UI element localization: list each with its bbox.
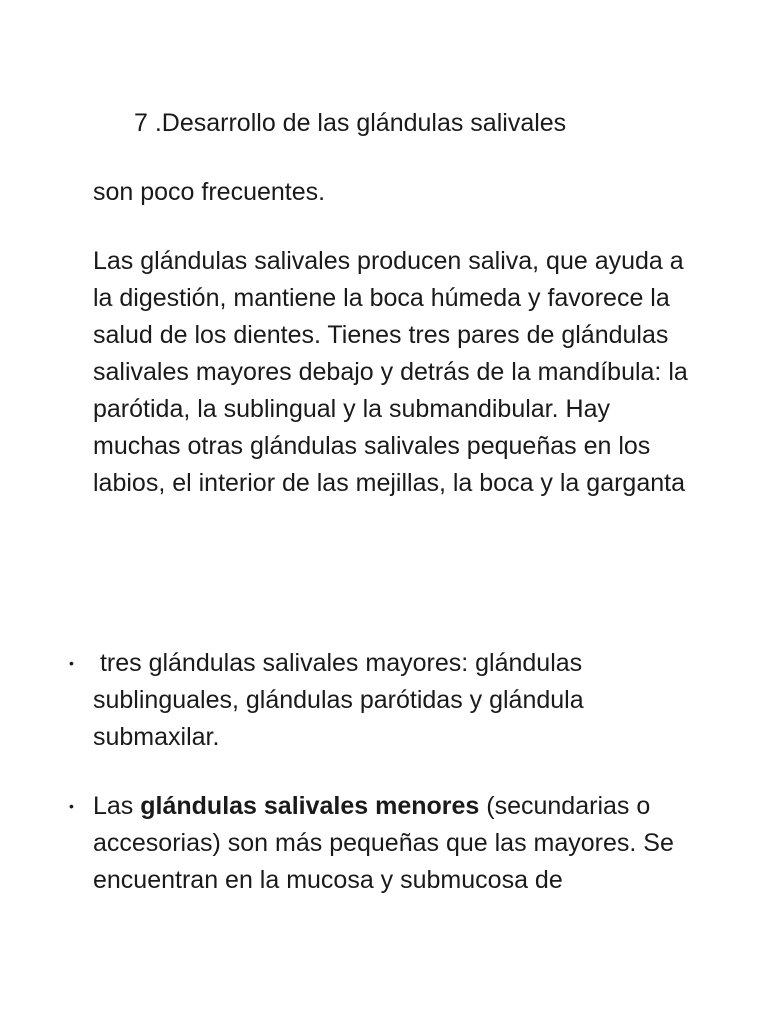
list-item-bold-term: glándulas salivales menores — [140, 792, 480, 820]
list-item-prefix: Las — [93, 792, 141, 820]
list-item-text: (secundarias o accesorias) son más pequeñas que las mayores. Se encuentran en la mucosa y submucosa de — [93, 792, 681, 894]
paragraph-salivary-glands: Las glándulas salivales producen saliva, que ayuda a la digestión, mantiene la boca húmeda y favorece la salud de los dientes. Tienes tres pares de glándulas salivales mayores debajo y detrás de la mandíbula: la parótida, la sublingual y la submandibular. Hay muchas otras glándulas salivales pequeñas en los labios, el interior de las mejillas, la boca y la garganta — [93, 247, 688, 497]
paragraph-intro: son poco frecuentes. — [93, 178, 326, 206]
page-title: 7 .Desarrollo de las glándulas salivales — [134, 109, 567, 137]
bullet-icon: • — [69, 655, 74, 671]
list-item — [69, 788, 693, 899]
bullet-icon: • — [69, 798, 74, 814]
list-item — [69, 645, 693, 756]
list-item-text: tres glándulas salivales mayores: glándulas sublinguales, glándulas parótidas y glándula submaxilar. — [93, 649, 591, 751]
